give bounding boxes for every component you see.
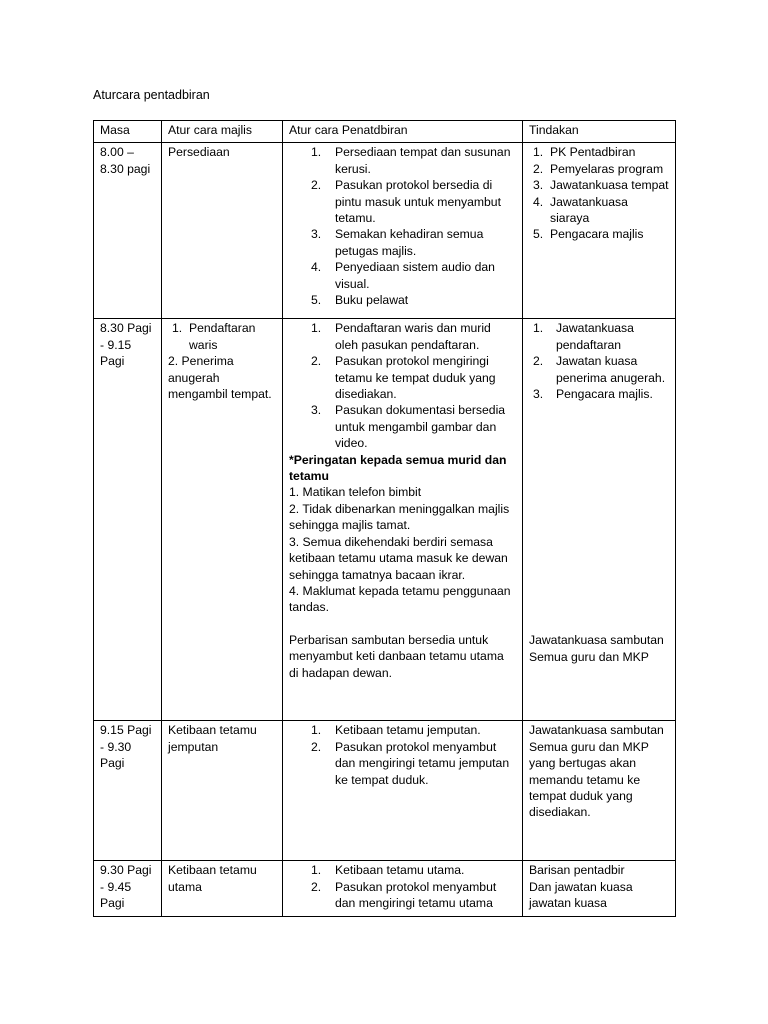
warning-line: 3. Semua dikehendaki berdiri semasa ketibaan tetamu utama masuk ke dewan sehingga tamatnya bacaan ikrar. [289, 534, 508, 582]
administration-list [289, 320, 516, 451]
warning-line: 1. Matikan telefon bimbit [289, 485, 422, 500]
list-item: 1. Ketibaan tetamu utama. [311, 863, 465, 878]
row-time: 9.15 Pagi - 9.30 Pagi [94, 721, 162, 861]
administration-list [289, 722, 516, 788]
header-masa: Masa [94, 121, 162, 143]
list-item: 1. Jawatankuasa pendaftaran [533, 321, 634, 352]
row-time: 9.30 Pagi - 9.45 Pagi [94, 861, 162, 916]
action-line: Semua guru dan MKP [529, 649, 649, 664]
action-list [529, 320, 669, 402]
row-action [523, 721, 676, 861]
list-item: 1. Pendaftaran waris dan murid oleh pasukan pendaftaran. [311, 321, 491, 352]
row-time: 8.00 – 8.30 pagi [94, 143, 162, 319]
table-row [94, 143, 676, 319]
list-item: 2. Pasukan protokol bersedia di pintu masuk untuk menyambut tetamu. [311, 178, 501, 226]
row-programme: Persediaan [162, 143, 283, 319]
row-action [523, 861, 676, 916]
list-item: 4. Penyediaan sistem audio dan visual. [311, 260, 495, 291]
header-tindakan: Tindakan [523, 121, 676, 143]
list-item: 1. Persediaan tempat dan susunan kerusi. [311, 145, 511, 176]
warning-line: 4. Maklumat kepada tetamu penggunaan tandas. [289, 583, 511, 615]
row-programme: Ketibaan tetamu utama [162, 861, 283, 916]
action-line: Semua guru dan MKP yang bertugas akan memandu tetamu ke tempat duduk yang disediakan. [529, 739, 649, 820]
warning-heading: *Peringatan kepada semua murid dan tetamu [289, 452, 507, 484]
warning-line: 2. Tidak dibenarkan meninggalkan majlis sehingga majlis tamat. [289, 501, 510, 533]
row-administration [283, 861, 523, 916]
row-administration [283, 143, 523, 319]
action-line: Dan jawatan kuasa jawatan kuasa [529, 879, 633, 911]
row-action [523, 319, 676, 721]
action-line: Jawatankuasa sambutan [529, 633, 664, 648]
table-row [94, 319, 676, 721]
list-item: 2. Pasukan protokol mengiringi tetamu ke tempat duduk yang disediakan. [311, 354, 496, 402]
list-item: 3. Pasukan dokumentasi bersedia untuk mengambil gambar dan video. [311, 403, 506, 451]
list-item: 2. Pemyelaras program [533, 161, 664, 176]
list-item: 5. Pengacara majlis [533, 227, 644, 242]
list-item: 1. PK Pentadbiran [533, 145, 636, 160]
list-item: 3. Pengacara majlis. [533, 387, 653, 402]
list-item: 5. Buku pelawat [311, 293, 409, 308]
list-item: 2. Pasukan protokol menyambut dan mengiringi tetamu utama [311, 879, 497, 911]
action-line: Jawatankuasa sambutan [529, 723, 664, 738]
table-row [94, 721, 676, 861]
row-administration [283, 721, 523, 861]
list-item: 3. Semakan kehadiran semua petugas majlis. [311, 227, 484, 258]
action-line: Barisan pentadbir [529, 863, 625, 878]
table-header-row [94, 121, 676, 143]
row-administration [283, 319, 523, 721]
list-item: 1. Ketibaan tetamu jemputan. [311, 723, 481, 738]
agenda-table [93, 120, 676, 917]
programme-list [168, 320, 276, 353]
table-row [94, 861, 676, 916]
list-item: 3. Jawatankuasa tempat [533, 178, 669, 193]
row-time: 8.30 Pagi - 9.15 Pagi [94, 319, 162, 721]
action-list [529, 144, 669, 242]
administration-list [289, 144, 516, 308]
programme-line: 2. Penerima anugerah mengambil tempat. [168, 354, 272, 402]
row-programme: Ketibaan tetamu jemputan [162, 721, 283, 861]
list-item: 2. Pasukan protokol menyambut dan mengiringi tetamu jemputan ke tempat duduk. [311, 739, 510, 787]
header-atur-cara-pentadbiran: Atur cara Penatdbiran [283, 121, 523, 143]
row-action [523, 143, 676, 319]
list-item: 1. Pendaftaran waris [172, 321, 256, 352]
administration-list [289, 862, 516, 911]
list-item: 4. Jawatankuasa siaraya [533, 194, 628, 226]
closing-note: Perbarisan sambutan bersedia untuk menyambut keti danbaan tetamu utama di hadapan dewan. [289, 632, 504, 680]
row-programme [162, 319, 283, 721]
header-atur-cara-majlis: Atur cara majlis [162, 121, 283, 143]
document-title: Aturcara pentadbiran [93, 88, 210, 102]
list-item: 2. Jawatan kuasa penerima anugerah. [533, 354, 666, 385]
